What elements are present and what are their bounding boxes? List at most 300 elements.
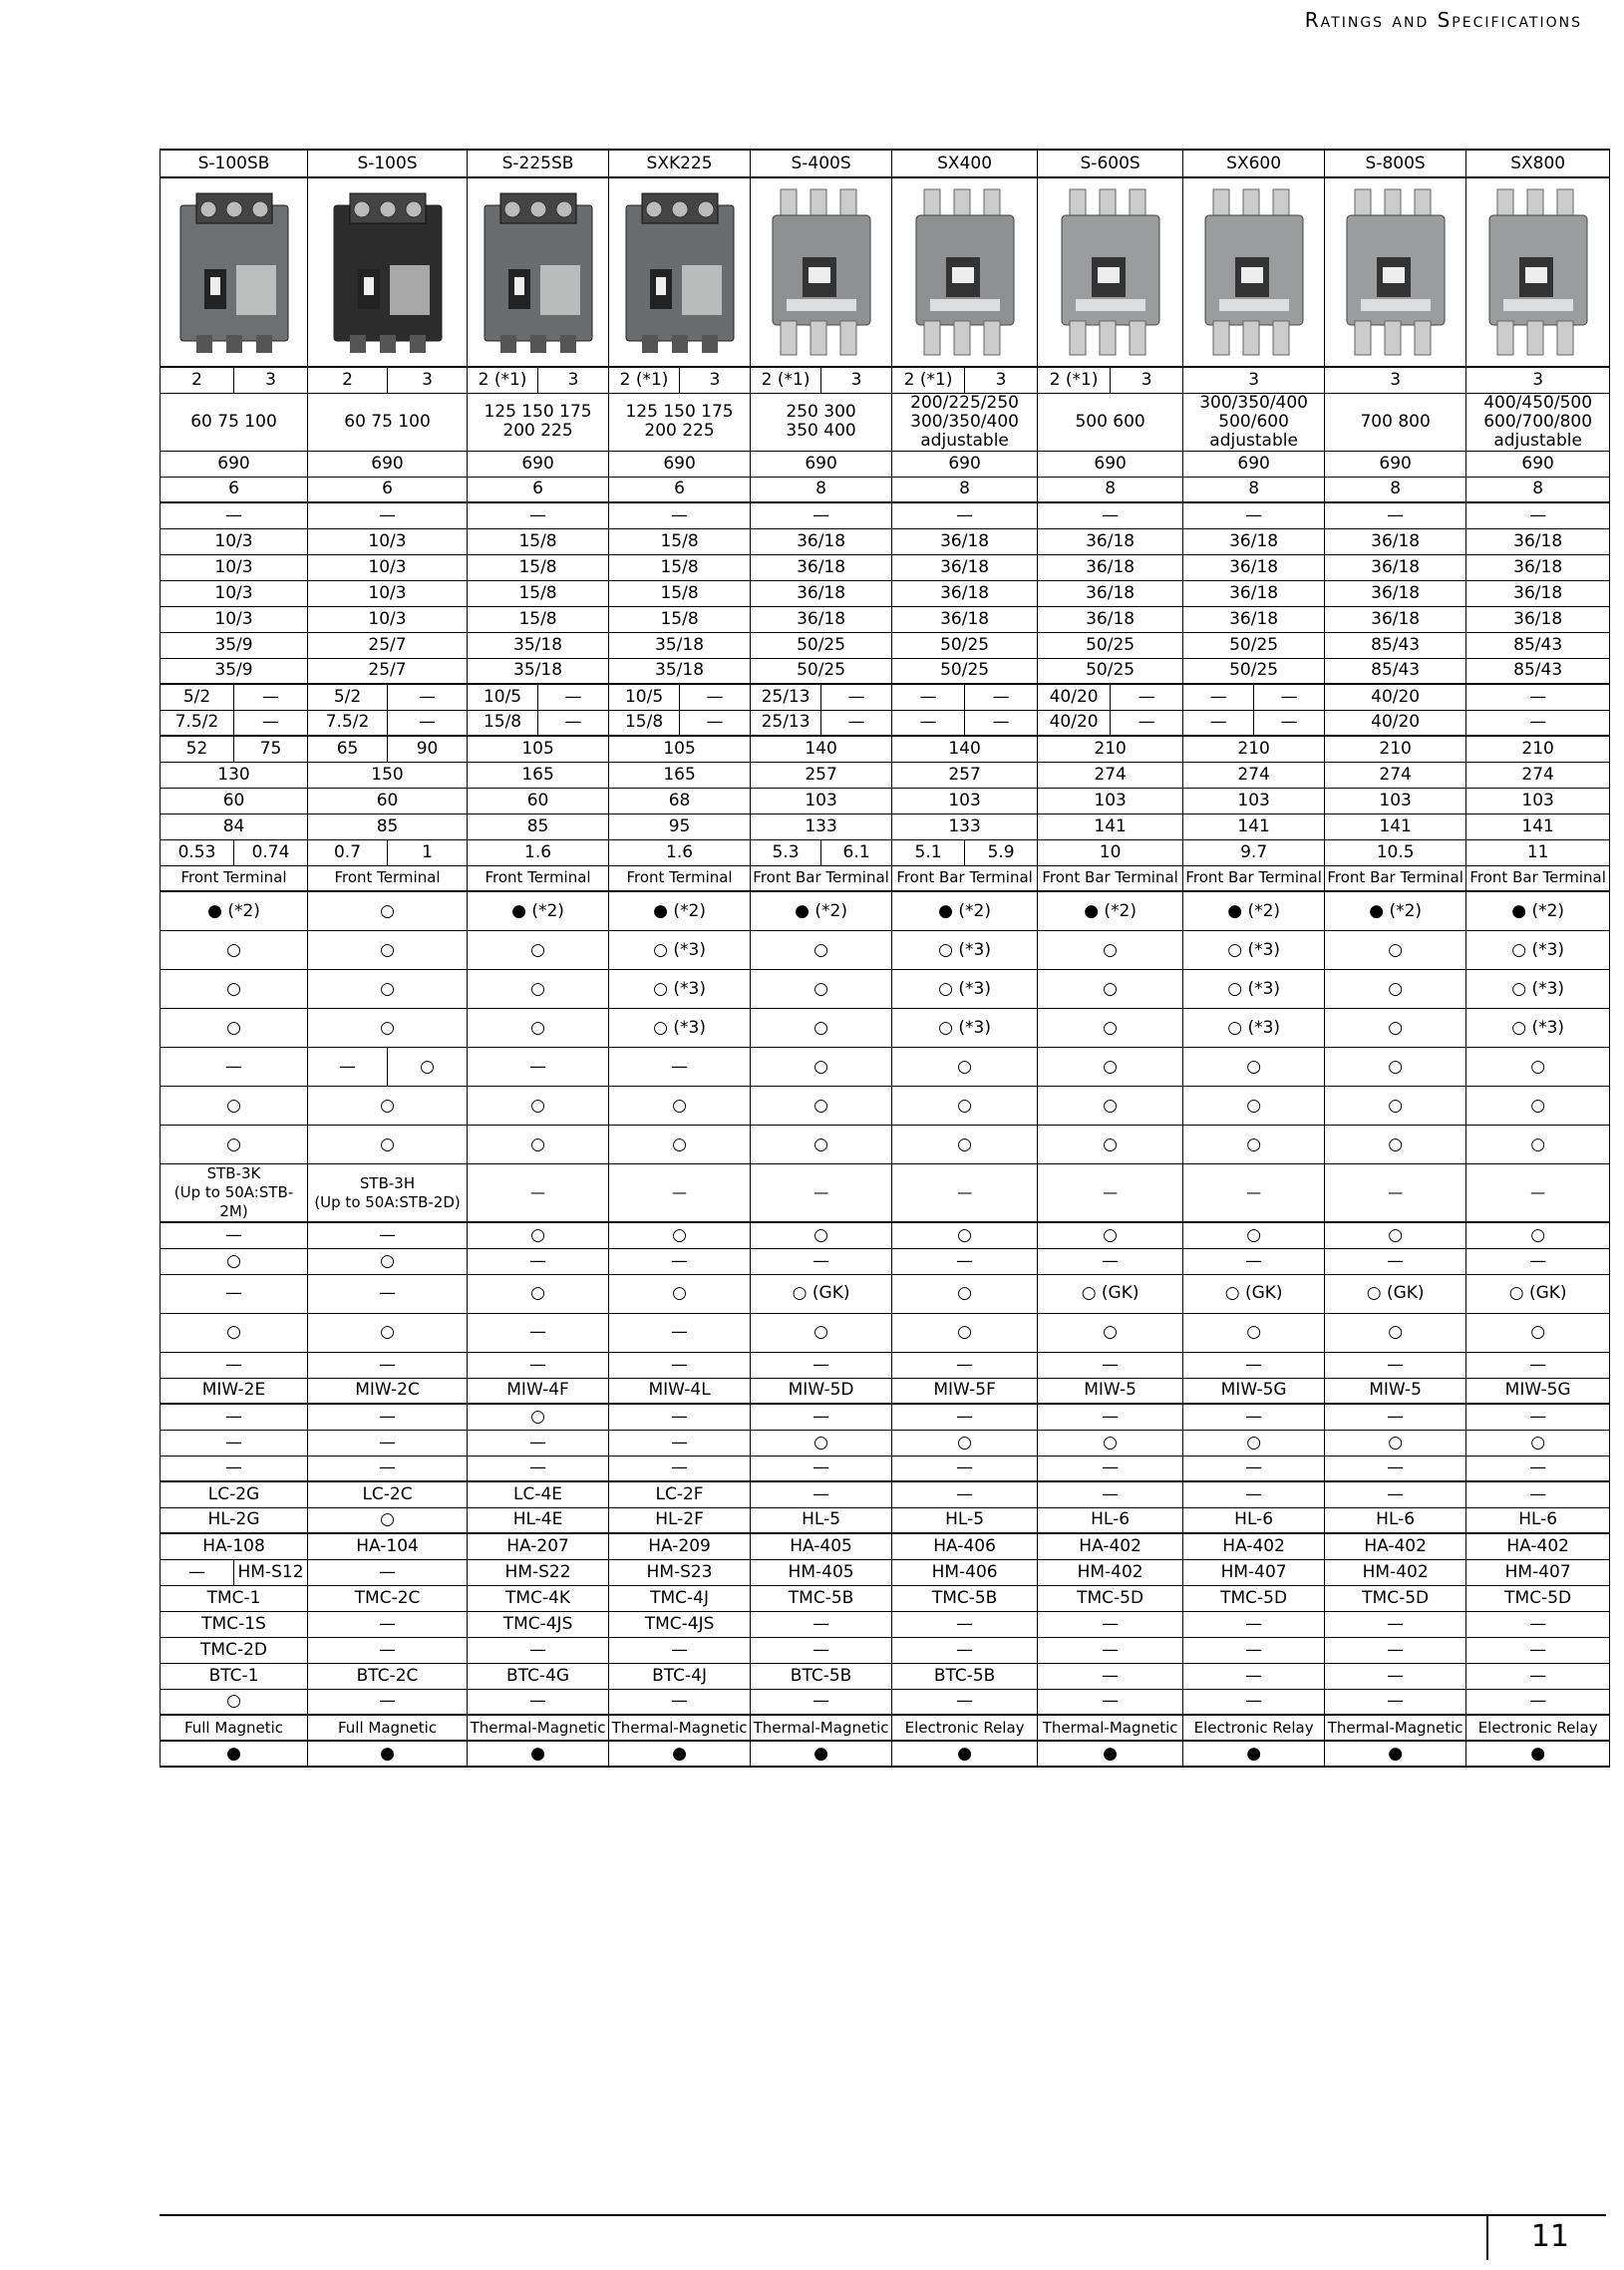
spec-cell: 125 150 175 200 225 <box>609 393 751 451</box>
spec-cell: BTC-4G <box>468 1663 609 1689</box>
spec-cell: HL-6 <box>1466 1507 1610 1533</box>
spec-cell: BTC-2C <box>308 1663 468 1689</box>
spec-cell: ○ <box>609 1126 751 1164</box>
spec-cell: 60 <box>161 788 308 813</box>
spec-cell: 130 <box>161 762 308 788</box>
spec-cell: 690 <box>1325 451 1466 477</box>
spec-cell: 2 <box>161 367 234 393</box>
spec-cell: ○ <box>1325 931 1466 970</box>
spec-cell: Front Bar Terminal <box>751 865 892 891</box>
spec-cell: — <box>1325 1352 1466 1378</box>
product-photo-cell <box>1325 177 1466 367</box>
spec-cell: — <box>161 1456 308 1481</box>
spec-cell: — <box>538 684 609 710</box>
spec-cell: ○ <box>161 970 308 1009</box>
spec-cell: — <box>1466 502 1610 528</box>
spec-cell: ○ <box>1183 1048 1325 1087</box>
spec-cell: ○ <box>468 931 609 970</box>
spec-row <box>161 1404 1610 1430</box>
spec-cell: — <box>1325 1663 1466 1689</box>
spec-cell: — <box>161 1048 308 1087</box>
spec-cell: 257 <box>751 762 892 788</box>
spec-row <box>161 762 1610 788</box>
spec-cell: — <box>751 1352 892 1378</box>
spec-cell: — <box>751 1164 892 1223</box>
spec-cell: 3 <box>821 367 892 393</box>
spec-row <box>161 632 1610 658</box>
spec-cell: 85/43 <box>1325 658 1466 684</box>
spec-cell: HA-209 <box>609 1533 751 1559</box>
spec-cell: — <box>538 710 609 736</box>
spec-cell: Thermal-Magnetic <box>751 1715 892 1741</box>
spec-cell: 141 <box>1466 813 1610 839</box>
spec-cell: 3 <box>1325 367 1466 393</box>
spec-cell: HA-104 <box>308 1533 468 1559</box>
spec-cell: 52 <box>161 736 234 762</box>
spec-cell: — <box>161 1430 308 1456</box>
circuit-breaker-photo <box>620 187 740 357</box>
model-name: S-100S <box>308 150 468 177</box>
spec-cell: 35/9 <box>161 658 308 684</box>
spec-cell: 10/3 <box>161 606 308 632</box>
spec-cell: 8 <box>1325 477 1466 502</box>
spec-cell: 85/43 <box>1466 658 1610 684</box>
spec-cell: 5.9 <box>965 839 1038 865</box>
spec-cell: 200/225/250 300/350/400 adjustable <box>892 393 1038 451</box>
spec-cell: — <box>468 1248 609 1274</box>
spec-cell: Thermal-Magnetic <box>609 1715 751 1741</box>
spec-cell: — <box>892 1637 1038 1663</box>
spec-cell: — <box>1111 710 1183 736</box>
spec-cell: 36/18 <box>1183 554 1325 580</box>
spec-cell: 10/3 <box>161 580 308 606</box>
spec-cell: ○ <box>468 1274 609 1313</box>
spec-cell: ○ (*3) <box>1183 1009 1325 1048</box>
spec-cell: 15/8 <box>609 554 751 580</box>
spec-cell: 2 (*1) <box>751 367 821 393</box>
spec-cell: — <box>308 1430 468 1456</box>
spec-cell: HM-S23 <box>609 1559 751 1585</box>
spec-cell: ○ <box>1183 1222 1325 1248</box>
spec-row <box>161 736 1610 762</box>
spec-cell: 274 <box>1466 762 1610 788</box>
spec-cell: ○ <box>1325 970 1466 1009</box>
spec-cell: HA-405 <box>751 1533 892 1559</box>
spec-cell: — <box>308 1611 468 1637</box>
spec-cell: ○ <box>1038 1430 1183 1456</box>
spec-cell: Front Terminal <box>161 865 308 891</box>
spec-cell: 690 <box>161 451 308 477</box>
spec-cell: ● (*2) <box>751 891 892 931</box>
spec-cell: 84 <box>161 813 308 839</box>
spec-cell: — <box>892 710 965 736</box>
spec-cell: 36/18 <box>751 580 892 606</box>
spec-row <box>161 1507 1610 1533</box>
spec-cell: — <box>308 1048 388 1087</box>
spec-cell: BTC-4J <box>609 1663 751 1689</box>
spec-cell: BTC-5B <box>892 1663 1038 1689</box>
spec-cell: — <box>751 1481 892 1507</box>
spec-row <box>161 1087 1610 1126</box>
spec-cell: — <box>1183 1248 1325 1274</box>
spec-cell: — <box>1466 1352 1610 1378</box>
spec-cell: ● <box>1325 1741 1466 1767</box>
spec-cell: 25/7 <box>308 658 468 684</box>
spec-cell: — <box>1466 1689 1610 1715</box>
spec-cell: ○ <box>751 1313 892 1352</box>
spec-cell: 3 <box>1111 367 1183 393</box>
spec-cell: 103 <box>1325 788 1466 813</box>
spec-row <box>161 1741 1610 1767</box>
model-name: S-800S <box>1325 150 1466 177</box>
spec-cell: ○ <box>1466 1126 1610 1164</box>
spec-cell: — <box>1466 1611 1610 1637</box>
spec-cell: — <box>1038 1611 1183 1637</box>
spec-row <box>161 970 1610 1009</box>
spec-cell: ○ <box>892 1222 1038 1248</box>
spec-cell: HA-402 <box>1325 1533 1466 1559</box>
spec-cell: TMC-2D <box>161 1637 308 1663</box>
spec-cell: MIW-5G <box>1183 1378 1325 1404</box>
product-photo-cell <box>892 177 1038 367</box>
spec-cell: 25/13 <box>751 710 821 736</box>
spec-cell: — <box>1038 1689 1183 1715</box>
product-photo-cell <box>1038 177 1183 367</box>
spec-cell: 10/3 <box>308 580 468 606</box>
circuit-breaker-photo <box>910 187 1020 357</box>
spec-cell: ○ <box>161 1126 308 1164</box>
spec-cell: 15/8 <box>468 554 609 580</box>
spec-row <box>161 1352 1610 1378</box>
spec-cell: 1.6 <box>609 839 751 865</box>
spec-cell: 8 <box>751 477 892 502</box>
spec-row <box>161 1533 1610 1559</box>
spec-cell: HM-402 <box>1038 1559 1183 1585</box>
circuit-breaker-photo <box>767 187 876 357</box>
spec-cell: — <box>1183 1164 1325 1223</box>
product-photo-cell <box>308 177 468 367</box>
spec-cell: — <box>1325 1456 1466 1481</box>
spec-cell: ● <box>1183 1741 1325 1767</box>
spec-cell: 75 <box>234 736 308 762</box>
spec-cell: TMC-5D <box>1038 1585 1183 1611</box>
spec-cell: 35/9 <box>161 632 308 658</box>
spec-cell: 65 <box>308 736 388 762</box>
spec-cell: — <box>609 1637 751 1663</box>
spec-cell: ○ <box>308 931 468 970</box>
spec-cell: HA-402 <box>1466 1533 1610 1559</box>
spec-cell: — <box>1325 1248 1466 1274</box>
spec-cell: — <box>1183 684 1254 710</box>
spec-cell: Front Terminal <box>468 865 609 891</box>
spec-cell: 40/20 <box>1038 710 1111 736</box>
spec-cell: 36/18 <box>751 606 892 632</box>
spec-cell: LC-2C <box>308 1481 468 1507</box>
spec-cell: — <box>468 1637 609 1663</box>
model-name: SX400 <box>892 150 1038 177</box>
spec-cell: ○ <box>468 970 609 1009</box>
spec-cell: ○ <box>161 1689 308 1715</box>
spec-cell: 1.6 <box>468 839 609 865</box>
circuit-breaker-photo <box>1341 187 1451 357</box>
spec-cell: 36/18 <box>751 528 892 554</box>
spec-row <box>161 1048 1610 1087</box>
spec-cell: 60 <box>308 788 468 813</box>
spec-cell: 10/3 <box>161 528 308 554</box>
spec-cell: — <box>1038 1663 1183 1689</box>
spec-cell: ○ <box>308 1009 468 1048</box>
spec-cell: ○ <box>892 1274 1038 1313</box>
spec-cell: ○ (*3) <box>1466 970 1610 1009</box>
spec-cell: ○ <box>609 1274 751 1313</box>
spec-cell: — <box>1038 1481 1183 1507</box>
spec-cell: HL-6 <box>1183 1507 1325 1533</box>
spec-cell: ○ (*3) <box>1183 970 1325 1009</box>
spec-cell: ○ (*3) <box>609 970 751 1009</box>
spec-cell: 50/25 <box>1183 658 1325 684</box>
spec-cell: 2 (*1) <box>609 367 680 393</box>
spec-cell: 50/25 <box>751 632 892 658</box>
spec-cell: TMC-2C <box>308 1585 468 1611</box>
spec-cell: 10/3 <box>308 606 468 632</box>
spec-cell: — <box>680 684 751 710</box>
spec-row <box>161 1222 1610 1248</box>
spec-cell: 5/2 <box>308 684 388 710</box>
spec-cell: 36/18 <box>1038 580 1183 606</box>
spec-cell: — <box>1325 1689 1466 1715</box>
spec-cell: 85/43 <box>1466 632 1610 658</box>
model-name: S-400S <box>751 150 892 177</box>
spec-cell: — <box>609 1164 751 1223</box>
spec-cell: HM-406 <box>892 1559 1038 1585</box>
spec-row <box>161 1009 1610 1048</box>
spec-cell: HM-405 <box>751 1559 892 1585</box>
spec-row <box>161 813 1610 839</box>
spec-cell: ● (*2) <box>892 891 1038 931</box>
spec-cell: — <box>965 684 1038 710</box>
spec-cell: HM-402 <box>1325 1559 1466 1585</box>
spec-cell: — <box>892 1611 1038 1637</box>
spec-cell: ○ <box>1325 1313 1466 1352</box>
spec-cell: 103 <box>1038 788 1183 813</box>
page-number: 11 <box>1530 2219 1570 2254</box>
spec-cell: — <box>1466 684 1610 710</box>
spec-cell: TMC-5D <box>1325 1585 1466 1611</box>
spec-cell: 133 <box>751 813 892 839</box>
spec-row <box>161 477 1610 502</box>
spec-cell: — <box>468 1352 609 1378</box>
spec-cell: MIW-5D <box>751 1378 892 1404</box>
spec-cell: HL-2G <box>161 1507 308 1533</box>
spec-row <box>161 1248 1610 1274</box>
spec-cell: ○ <box>308 1087 468 1126</box>
spec-cell: ○ (*3) <box>892 1009 1038 1048</box>
spec-row <box>161 839 1610 865</box>
spec-row <box>161 580 1610 606</box>
spec-cell: 15/8 <box>468 528 609 554</box>
spec-cell: Front Bar Terminal <box>1038 865 1183 891</box>
spec-cell: 690 <box>308 451 468 477</box>
spec-row <box>161 891 1610 931</box>
spec-cell: ○ <box>1466 1048 1610 1087</box>
spec-cell: — <box>609 1430 751 1456</box>
spec-cell: — <box>308 1222 468 1248</box>
spec-cell: — <box>1325 1637 1466 1663</box>
spec-cell: — <box>821 710 892 736</box>
spec-cell: — <box>751 1611 892 1637</box>
spec-cell: MIW-5F <box>892 1378 1038 1404</box>
spec-cell: — <box>892 684 965 710</box>
spec-cell: 7.5/2 <box>308 710 388 736</box>
spec-cell: — <box>468 502 609 528</box>
model-name: SX800 <box>1466 150 1610 177</box>
spec-cell: — <box>468 1048 609 1087</box>
circuit-breaker-photo <box>1483 187 1593 357</box>
spec-cell: Front Bar Terminal <box>1466 865 1610 891</box>
spec-cell: 0.53 <box>161 839 234 865</box>
spec-cell: ○ (*3) <box>609 931 751 970</box>
spec-cell: 690 <box>751 451 892 477</box>
product-photo-cell <box>161 177 308 367</box>
spec-cell: — <box>892 1456 1038 1481</box>
spec-cell: — <box>892 1404 1038 1430</box>
spec-row <box>161 931 1610 970</box>
spec-cell: 10 <box>1038 839 1183 865</box>
spec-cell: ○ (GK) <box>1038 1274 1183 1313</box>
spec-cell: — <box>468 1164 609 1223</box>
spec-cell: 8 <box>892 477 1038 502</box>
spec-cell: 36/18 <box>892 580 1038 606</box>
spec-cell: 0.7 <box>308 839 388 865</box>
spec-cell: TMC-5D <box>1183 1585 1325 1611</box>
spec-cell: HM-407 <box>1183 1559 1325 1585</box>
spec-cell: HM-S22 <box>468 1559 609 1585</box>
spec-cell: MIW-5 <box>1038 1378 1183 1404</box>
spec-row <box>161 393 1610 451</box>
spec-cell: 36/18 <box>1325 554 1466 580</box>
spec-cell: — <box>161 1404 308 1430</box>
spec-cell: ○ <box>751 1009 892 1048</box>
model-name: SX600 <box>1183 150 1325 177</box>
spec-cell: — <box>751 502 892 528</box>
spec-cell: 36/18 <box>1038 554 1183 580</box>
spec-cell: 140 <box>892 736 1038 762</box>
spec-cell: ○ <box>1038 1313 1183 1352</box>
spec-cell: — <box>1038 1352 1183 1378</box>
spec-cell: 15/8 <box>609 580 751 606</box>
spec-cell: 36/18 <box>1466 528 1610 554</box>
spec-cell: — <box>1183 1404 1325 1430</box>
circuit-breaker-photo <box>479 187 598 357</box>
product-photo-cell <box>1466 177 1610 367</box>
spec-cell: 36/18 <box>1325 606 1466 632</box>
spec-cell: ○ <box>1325 1126 1466 1164</box>
spec-cell: — <box>468 1456 609 1481</box>
spec-row <box>161 1481 1610 1507</box>
spec-row <box>161 788 1610 813</box>
spec-cell: — <box>1038 1164 1183 1223</box>
spec-cell: — <box>609 1048 751 1087</box>
spec-cell: — <box>1325 1164 1466 1223</box>
spec-row <box>161 1663 1610 1689</box>
spec-row <box>161 684 1610 710</box>
spec-cell: ○ <box>468 1087 609 1126</box>
spec-cell: 7.5/2 <box>161 710 234 736</box>
spec-cell: Front Terminal <box>609 865 751 891</box>
spec-cell: 40/20 <box>1325 710 1466 736</box>
spec-cell: ● (*2) <box>609 891 751 931</box>
spec-cell: 500 600 <box>1038 393 1183 451</box>
model-name: S-600S <box>1038 150 1183 177</box>
spec-cell: — <box>892 502 1038 528</box>
spec-cell: Electronic Relay <box>1183 1715 1325 1741</box>
spec-cell: ○ <box>1466 1087 1610 1126</box>
spec-row <box>161 554 1610 580</box>
spec-cell: BTC-1 <box>161 1663 308 1689</box>
spec-cell: — <box>161 1559 234 1585</box>
spec-cell: 105 <box>609 736 751 762</box>
spec-cell: 85 <box>308 813 468 839</box>
spec-cell: 35/18 <box>609 632 751 658</box>
spec-cell: ○ <box>468 1222 609 1248</box>
spec-cell: — <box>161 1222 308 1248</box>
spec-cell: ○ <box>751 970 892 1009</box>
spec-cell: ● <box>892 1741 1038 1767</box>
spec-cell: LC-2F <box>609 1481 751 1507</box>
spec-cell: 85/43 <box>1325 632 1466 658</box>
spec-cell: LC-4E <box>468 1481 609 1507</box>
spec-cell: HA-207 <box>468 1533 609 1559</box>
spec-cell: — <box>609 502 751 528</box>
spec-cell: ○ <box>751 1048 892 1087</box>
spec-cell: — <box>892 1481 1038 1507</box>
spec-cell: 690 <box>1038 451 1183 477</box>
spec-cell: MIW-2C <box>308 1378 468 1404</box>
spec-cell: MIW-5G <box>1466 1378 1610 1404</box>
spec-cell: TMC-5B <box>892 1585 1038 1611</box>
spec-cell: 5/2 <box>161 684 234 710</box>
spec-cell: — <box>1038 502 1183 528</box>
spec-cell: 10/3 <box>161 554 308 580</box>
spec-cell: 690 <box>468 451 609 477</box>
spec-cell: 15/8 <box>468 606 609 632</box>
spec-cell: MIW-5 <box>1325 1378 1466 1404</box>
spec-cell: 10/5 <box>609 684 680 710</box>
spec-cell: 165 <box>609 762 751 788</box>
spec-cell: ○ <box>892 1430 1038 1456</box>
spec-cell: TMC-4JS <box>468 1611 609 1637</box>
spec-cell: MIW-4F <box>468 1378 609 1404</box>
spec-cell: — <box>1466 1481 1610 1507</box>
spec-cell: 15/8 <box>609 528 751 554</box>
spec-cell: HM-S12 <box>234 1559 308 1585</box>
spec-row <box>161 865 1610 891</box>
spec-cell: Thermal-Magnetic <box>468 1715 609 1741</box>
spec-cell: Electronic Relay <box>1466 1715 1610 1741</box>
spec-cell: 6 <box>468 477 609 502</box>
spec-cell: 10/3 <box>308 528 468 554</box>
spec-cell: — <box>234 710 308 736</box>
spec-cell: — <box>609 1313 751 1352</box>
spec-cell: Thermal-Magnetic <box>1325 1715 1466 1741</box>
model-name: SXK225 <box>609 150 751 177</box>
spec-cell: Front Bar Terminal <box>892 865 1038 891</box>
spec-cell: ○ <box>1466 1222 1610 1248</box>
spec-cell: — <box>1466 1248 1610 1274</box>
spec-cell: 60 <box>468 788 609 813</box>
spec-cell: — <box>1183 1663 1325 1689</box>
model-header-row <box>161 150 1610 177</box>
